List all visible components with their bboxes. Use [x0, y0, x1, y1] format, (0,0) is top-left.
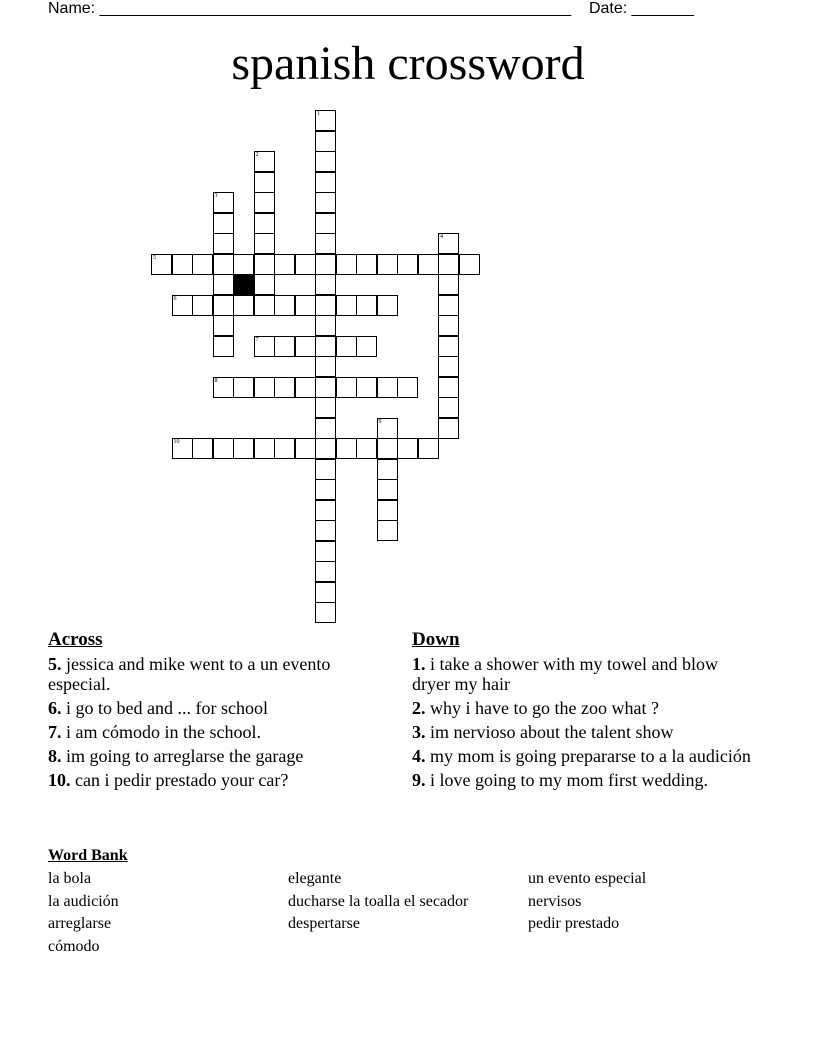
clue-number: 10. [48, 770, 71, 790]
cell-number: 9 [378, 418, 382, 425]
down-clue [412, 746, 752, 766]
crossword-cell[interactable] [315, 418, 336, 439]
clue-text: why i have to go the zoo what ? [430, 698, 659, 718]
word-bank-item: ducharse la toalla el secador [288, 892, 469, 910]
crossword-cell[interactable] [397, 438, 418, 459]
crossword-cell[interactable] [274, 295, 295, 316]
clue-text: i am cómodo in the school. [66, 722, 261, 742]
crossword-cell[interactable] [356, 377, 377, 398]
crossword-cell[interactable] [459, 254, 480, 275]
crossword-cell[interactable] [377, 459, 398, 480]
crossword-cell[interactable] [274, 336, 295, 357]
crossword-cell[interactable] [254, 233, 275, 254]
crossword-cell[interactable] [397, 377, 418, 398]
crossword-cell[interactable] [315, 110, 336, 131]
crossword-cell[interactable] [315, 438, 336, 459]
crossword-cell[interactable] [315, 602, 336, 623]
crossword-cell[interactable] [418, 438, 439, 459]
crossword-cell[interactable] [254, 172, 275, 193]
blocked-cell [233, 274, 254, 295]
crossword-cell[interactable] [213, 315, 234, 336]
down-clue [412, 654, 752, 694]
clue-text: jessica and mike went to a un evento especial. [48, 654, 331, 694]
word-bank-item: arreglarse [48, 915, 112, 932]
clue-text: im going to arreglarse the garage [66, 746, 304, 766]
clue-text: can i pedir prestado your car? [75, 770, 289, 790]
crossword-cell[interactable] [295, 377, 316, 398]
crossword-cell[interactable] [315, 274, 336, 295]
cell-number: 4 [440, 234, 443, 240]
crossword-cell[interactable] [172, 295, 193, 316]
crossword-cell[interactable] [213, 295, 234, 316]
crossword-cell[interactable] [377, 377, 398, 398]
word-bank-item: la audición [48, 892, 119, 910]
clue-number: 5. [48, 654, 62, 674]
crossword-cell[interactable] [254, 295, 275, 316]
word-bank-column [48, 868, 119, 958]
crossword-cell[interactable] [192, 438, 213, 459]
crossword-cell[interactable] [438, 254, 459, 275]
clue-text: i go to bed and ... for school [66, 698, 268, 718]
clue-number: 2. [412, 698, 426, 718]
down-clue [412, 770, 752, 790]
crossword-cell[interactable] [438, 295, 459, 316]
crossword-cell[interactable] [233, 377, 254, 398]
crossword-cell[interactable] [377, 438, 398, 459]
crossword-cell[interactable] [233, 295, 254, 316]
crossword-cell[interactable] [336, 438, 357, 459]
crossword-cell[interactable] [192, 254, 213, 275]
crossword-cell[interactable] [254, 192, 275, 213]
clue-number: 1. [412, 654, 426, 674]
clue-text: my mom is going prepararse to a la audición [430, 746, 751, 766]
crossword-cell[interactable] [295, 295, 316, 316]
crossword-cell[interactable] [315, 213, 336, 234]
clue-number: 3. [412, 722, 426, 742]
crossword-cell[interactable] [213, 438, 234, 459]
date-field-label[interactable]: Date: _______ [588, 0, 694, 17]
clue-text: im nervioso about the talent show [430, 722, 674, 742]
crossword-cell[interactable] [315, 172, 336, 193]
word-bank-item: pedir prestado [528, 915, 620, 932]
crossword-cell[interactable] [254, 213, 275, 234]
crossword-cell[interactable] [233, 254, 254, 275]
crossword-cell[interactable] [356, 438, 377, 459]
crossword-cell[interactable] [213, 213, 234, 234]
across-clue [48, 746, 368, 766]
cell-number: 5 [153, 254, 156, 261]
clue-text: i take a shower with my towel and blow dryer my hair [412, 654, 718, 694]
crossword-cell[interactable] [438, 233, 459, 254]
crossword-cell[interactable] [377, 479, 398, 500]
crossword-cell[interactable] [213, 336, 234, 357]
crossword-cell[interactable] [295, 438, 316, 459]
name-field-label[interactable]: Name: _____________________________________________________ [48, 0, 572, 17]
crossword-cell[interactable] [336, 377, 357, 398]
crossword-cell[interactable] [172, 254, 193, 275]
crossword-cell[interactable] [336, 336, 357, 357]
crossword-cell[interactable] [254, 274, 275, 295]
crossword-cell[interactable] [438, 418, 459, 439]
crossword-cell[interactable] [254, 336, 275, 357]
cell-number: 7 [255, 336, 259, 343]
crossword-cell[interactable] [438, 274, 459, 295]
cell-number: 6 [173, 295, 177, 302]
down-heading: Down [412, 629, 460, 650]
crossword-cell[interactable] [213, 274, 234, 295]
crossword-cell[interactable] [315, 377, 336, 398]
word-bank-item: nervisos [528, 892, 582, 910]
crossword-cell[interactable] [315, 315, 336, 336]
crossword-cell[interactable] [315, 254, 336, 275]
crossword-cell[interactable] [213, 233, 234, 254]
crossword-cell[interactable] [213, 377, 234, 398]
crossword-cell[interactable] [315, 582, 336, 603]
across-heading: Across [48, 629, 103, 650]
crossword-cell[interactable] [254, 254, 275, 275]
clue-number: 6. [48, 698, 62, 718]
across-clue [48, 698, 368, 718]
crossword-cell[interactable] [192, 295, 213, 316]
cell-number: 3 [214, 193, 218, 199]
clue-number: 9. [412, 770, 426, 790]
crossword-cell[interactable] [254, 438, 275, 459]
crossword-cell[interactable] [438, 356, 459, 377]
crossword-cell[interactable] [356, 336, 377, 357]
across-clues [48, 630, 368, 794]
crossword-cell[interactable] [315, 561, 336, 582]
crossword-cell[interactable] [315, 397, 336, 418]
crossword-cell[interactable] [254, 151, 275, 172]
crossword-cell[interactable] [377, 295, 398, 316]
crossword-cell[interactable] [336, 254, 357, 275]
word-bank-item: la bola [48, 870, 92, 887]
crossword-cell[interactable] [315, 192, 336, 213]
crossword-cell[interactable] [254, 377, 275, 398]
crossword-cell[interactable] [315, 479, 336, 500]
crossword-cell[interactable] [315, 520, 336, 541]
crossword-cell[interactable] [315, 541, 336, 562]
word-bank-column [528, 868, 646, 936]
crossword-cell[interactable] [438, 336, 459, 357]
crossword-cell[interactable] [377, 254, 398, 275]
word-bank-item: cómodo [48, 937, 100, 955]
clue-number: 4. [412, 746, 426, 766]
cell-number: 2 [255, 152, 259, 158]
down-clues [412, 630, 752, 794]
crossword-cell[interactable] [315, 336, 336, 357]
crossword-cell[interactable] [356, 295, 377, 316]
crossword-cell[interactable] [274, 438, 295, 459]
crossword-cell[interactable] [377, 500, 398, 521]
crossword-cell[interactable] [274, 254, 295, 275]
crossword-cell[interactable] [274, 377, 295, 398]
cell-number: 10 [173, 439, 180, 445]
across-clue [48, 722, 368, 742]
crossword-cell[interactable] [438, 397, 459, 418]
crossword-cell[interactable] [336, 295, 357, 316]
across-clue [48, 770, 368, 790]
cell-number: 1 [317, 111, 320, 117]
cell-number: 8 [214, 377, 218, 384]
crossword-cell[interactable] [315, 131, 336, 152]
crossword-cell[interactable] [356, 254, 377, 275]
crossword-cell[interactable] [213, 254, 234, 275]
crossword-cell[interactable] [295, 254, 316, 275]
crossword-cell[interactable] [315, 500, 336, 521]
word-bank-column [288, 868, 468, 936]
crossword-cell[interactable] [315, 356, 336, 377]
across-clue [48, 654, 368, 694]
crossword-cell[interactable] [438, 315, 459, 336]
crossword-cell[interactable] [377, 520, 398, 541]
crossword-cell[interactable] [397, 254, 418, 275]
crossword-cell[interactable] [377, 418, 398, 439]
clue-number: 8. [48, 746, 62, 766]
clue-number: 7. [48, 722, 62, 742]
crossword-cell[interactable] [295, 336, 316, 357]
down-clue [412, 722, 752, 742]
crossword-cell[interactable] [213, 192, 234, 213]
crossword-cell[interactable] [438, 377, 459, 398]
crossword-cell[interactable] [315, 233, 336, 254]
word-bank-item: un evento especial [528, 870, 647, 887]
crossword-cell[interactable] [315, 295, 336, 316]
word-bank-item: elegante [288, 870, 342, 887]
crossword-cell[interactable] [418, 254, 439, 275]
crossword-cell[interactable] [233, 438, 254, 459]
word-bank-title: Word Bank [48, 847, 128, 864]
down-clue [412, 698, 752, 718]
crossword-cell[interactable] [172, 438, 193, 459]
crossword-cell[interactable] [315, 151, 336, 172]
word-bank-item: despertarse [288, 915, 360, 932]
crossword-cell[interactable] [315, 459, 336, 480]
clue-text: i love going to my mom first wedding. [430, 770, 708, 790]
crossword-cell[interactable] [151, 254, 172, 275]
page-title: spanish crossword [231, 37, 585, 90]
